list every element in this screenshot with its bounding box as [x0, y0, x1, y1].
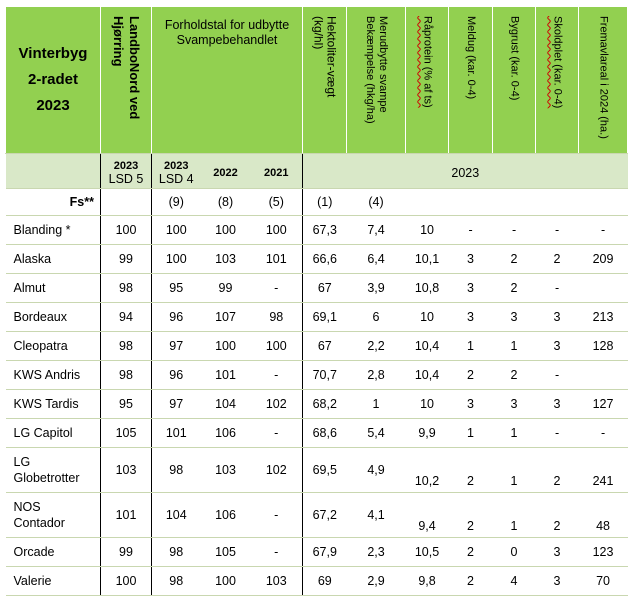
cell-col-11: 127	[579, 390, 628, 419]
subheader-lsd-1: LSD 5	[108, 172, 144, 186]
cell-col-7: 10	[406, 303, 449, 332]
subheader-year-3: 2022	[213, 167, 238, 179]
cell-col-5: 67	[303, 274, 347, 303]
cell-col-10: -	[536, 361, 579, 390]
cell-col-1: 101	[101, 493, 152, 538]
cell-col-8: 2	[449, 448, 493, 493]
cell-col-8: 3	[449, 245, 493, 274]
cell-col-11: 241	[579, 448, 628, 493]
header-fremavl-text: Fremavlareal i 2024 (ha.)	[597, 16, 610, 139]
header-raprotein	[406, 7, 449, 154]
cell-col-9: 1	[493, 332, 536, 361]
cell-col-9: 2	[493, 245, 536, 274]
cell-col-7: 10,4	[406, 361, 449, 390]
cell-col-11: 48	[579, 493, 628, 538]
fs-row	[6, 189, 628, 216]
cell-col-4: -	[251, 538, 303, 567]
cell-col-9: 0	[493, 538, 536, 567]
cell-col-3: 100	[201, 567, 251, 596]
cell-col-4: -	[251, 274, 303, 303]
header-hektoliter-text: Hektoliter-vægt (kg/hl)	[311, 16, 339, 98]
fs-cell-10	[536, 189, 579, 216]
cell-col-2: 97	[152, 332, 201, 361]
cell-col-2: 104	[152, 493, 201, 538]
cell-col-7: 10,2	[406, 448, 449, 493]
cell-col-10: -	[536, 216, 579, 245]
header-hektoliter	[303, 7, 347, 154]
fs-cell-7	[406, 189, 449, 216]
cell-col-7: 10,5	[406, 538, 449, 567]
cell-col-8: 2	[449, 567, 493, 596]
header-bygrust-text: Bygrust (kar. 0-4)	[508, 16, 521, 101]
header-skoldplet-text: Skoldplet (kar. 0-4)	[551, 16, 564, 109]
cell-col-5: 70,7	[303, 361, 347, 390]
cell-col-6: 7,4	[347, 216, 406, 245]
subheader-year-4: 2021	[264, 167, 289, 179]
subheader-2022	[201, 154, 251, 189]
cell-col-5: 69,5	[303, 448, 347, 493]
variety-name: Orcade	[6, 538, 101, 567]
cell-col-4: 98	[251, 303, 303, 332]
variety-name: Alaska	[6, 245, 101, 274]
cell-col-7: 10	[406, 216, 449, 245]
variety-name: KWS Andris	[6, 361, 101, 390]
cell-col-4: -	[251, 361, 303, 390]
header-landbonord	[101, 7, 152, 154]
cell-col-6: 2,2	[347, 332, 406, 361]
cell-col-7: 9,9	[406, 419, 449, 448]
cell-col-8: -	[449, 216, 493, 245]
table-row	[6, 390, 628, 419]
fs-label: Fs**	[6, 189, 101, 216]
cell-col-1: 103	[101, 448, 152, 493]
cell-col-6: 2,9	[347, 567, 406, 596]
cell-col-4: 101	[251, 245, 303, 274]
cell-col-2: 98	[152, 567, 201, 596]
cell-col-5: 69	[303, 567, 347, 596]
fs-cell-8	[449, 189, 493, 216]
header-forholdstal	[152, 7, 303, 154]
variety-table	[5, 6, 628, 596]
cell-col-5: 67,3	[303, 216, 347, 245]
table-row	[6, 332, 628, 361]
fs-cell-5: (1)	[303, 189, 347, 216]
cell-col-1: 99	[101, 538, 152, 567]
cell-col-9: 2	[493, 274, 536, 303]
cell-col-3: 104	[201, 390, 251, 419]
cell-col-10: 2	[536, 245, 579, 274]
cell-col-1: 99	[101, 245, 152, 274]
cell-col-3: 99	[201, 274, 251, 303]
table-body	[6, 216, 628, 596]
header-landbonord-text: LandboNord ved Hjørring	[111, 16, 142, 120]
table-row	[6, 303, 628, 332]
cell-col-7: 9,8	[406, 567, 449, 596]
subheader-year-5: 2023	[451, 165, 480, 180]
cell-col-11: 123	[579, 538, 628, 567]
fs-cell-3: (8)	[201, 189, 251, 216]
fs-cell-11	[579, 189, 628, 216]
cell-col-6: 6,4	[347, 245, 406, 274]
cell-col-8: 3	[449, 390, 493, 419]
cell-col-10: 3	[536, 390, 579, 419]
cell-col-10: -	[536, 274, 579, 303]
cell-col-5: 69,1	[303, 303, 347, 332]
cell-col-9: 1	[493, 419, 536, 448]
header-bygrust	[493, 7, 536, 154]
cell-col-6: 1	[347, 390, 406, 419]
cell-col-10: 2	[536, 448, 579, 493]
cell-col-1: 105	[101, 419, 152, 448]
cell-col-8: 2	[449, 361, 493, 390]
cell-col-7: 10	[406, 390, 449, 419]
table-row	[6, 567, 628, 596]
cell-col-2: 96	[152, 361, 201, 390]
fs-cell-1	[101, 189, 152, 216]
cell-col-6: 2,8	[347, 361, 406, 390]
cell-col-10: 3	[536, 332, 579, 361]
cell-col-1: 100	[101, 567, 152, 596]
cell-col-9: 3	[493, 390, 536, 419]
table-row	[6, 216, 628, 245]
cell-col-5: 67,2	[303, 493, 347, 538]
cell-col-4: 100	[251, 216, 303, 245]
header-row	[6, 7, 628, 154]
table-row	[6, 419, 628, 448]
cell-col-9: -	[493, 216, 536, 245]
cell-col-10: -	[536, 419, 579, 448]
cell-col-4: 103	[251, 567, 303, 596]
cell-col-2: 100	[152, 216, 201, 245]
cell-col-2: 101	[152, 419, 201, 448]
title-line-3: 2023	[36, 97, 70, 114]
cell-col-9: 1	[493, 493, 536, 538]
cell-col-2: 100	[152, 245, 201, 274]
cell-col-3: 101	[201, 361, 251, 390]
subheader-2021	[251, 154, 303, 189]
cell-col-2: 96	[152, 303, 201, 332]
header-forholdstal-text: Forholdstal for udbytte Svampebehandlet	[164, 18, 290, 47]
variety-name: LG Globetrotter	[6, 448, 101, 493]
variety-name: Valerie	[6, 567, 101, 596]
cell-col-3: 100	[201, 332, 251, 361]
cell-col-11: 128	[579, 332, 628, 361]
table-row	[6, 448, 628, 493]
fs-cell-2: (9)	[152, 189, 201, 216]
cell-col-6: 4,9	[347, 448, 406, 493]
cell-col-3: 106	[201, 419, 251, 448]
cell-col-5: 66,6	[303, 245, 347, 274]
variety-name: KWS Tardis	[6, 390, 101, 419]
cell-col-1: 100	[101, 216, 152, 245]
cell-col-4: 102	[251, 390, 303, 419]
subheader-2023-lsd4	[152, 154, 201, 189]
variety-name: Blanding *	[6, 216, 101, 245]
header-merudbytte-text: Merudbytte svampe Bekæmpelse (hkg/ha)	[364, 16, 390, 124]
cell-col-3: 103	[201, 448, 251, 493]
header-fremavl	[579, 7, 628, 154]
cell-col-3: 107	[201, 303, 251, 332]
table-title	[6, 7, 101, 154]
cell-col-8: 2	[449, 538, 493, 567]
variety-name: LG Capitol	[6, 419, 101, 448]
cell-col-6: 6	[347, 303, 406, 332]
fs-cell-9	[493, 189, 536, 216]
cell-col-8: 1	[449, 419, 493, 448]
cell-col-8: 2	[449, 493, 493, 538]
subheader-year-2: 2023	[164, 160, 189, 172]
cell-col-5: 67	[303, 332, 347, 361]
title-line-2: 2-radet	[27, 71, 79, 88]
subheader-row	[6, 154, 628, 189]
variety-name: Bordeaux	[6, 303, 101, 332]
cell-col-6: 5,4	[347, 419, 406, 448]
header-raprotein-text: Råprotein (% af ts)	[421, 16, 434, 108]
cell-col-9: 3	[493, 303, 536, 332]
cell-col-9: 1	[493, 448, 536, 493]
cell-col-4: -	[251, 493, 303, 538]
variety-name: Almut	[6, 274, 101, 303]
fs-cell-4: (5)	[251, 189, 303, 216]
table-row	[6, 493, 628, 538]
table-row	[6, 245, 628, 274]
subheader-empty	[6, 154, 101, 189]
header-merudbytte	[347, 7, 406, 154]
table-row	[6, 538, 628, 567]
table-row	[6, 274, 628, 303]
cell-col-3: 100	[201, 216, 251, 245]
table-row	[6, 361, 628, 390]
subheader-2023-span	[303, 154, 628, 189]
cell-col-3: 103	[201, 245, 251, 274]
cell-col-1: 98	[101, 361, 152, 390]
cell-col-9: 4	[493, 567, 536, 596]
cell-col-11: -	[579, 419, 628, 448]
cell-col-9: 2	[493, 361, 536, 390]
cell-col-11	[579, 274, 628, 303]
subheader-2023-lsd5	[101, 154, 152, 189]
title-line-1: Vinterbyg	[18, 45, 88, 62]
cell-col-11	[579, 361, 628, 390]
variety-name: Cleopatra	[6, 332, 101, 361]
cell-col-5: 68,2	[303, 390, 347, 419]
cell-col-11: -	[579, 216, 628, 245]
cell-col-10: 3	[536, 303, 579, 332]
cell-col-6: 4,1	[347, 493, 406, 538]
cell-col-7: 10,1	[406, 245, 449, 274]
cell-col-1: 98	[101, 332, 152, 361]
cell-col-4: -	[251, 419, 303, 448]
cell-col-11: 209	[579, 245, 628, 274]
cell-col-2: 98	[152, 538, 201, 567]
header-skoldplet	[536, 7, 579, 154]
cell-col-10: 3	[536, 538, 579, 567]
cell-col-7: 9,4	[406, 493, 449, 538]
cell-col-8: 3	[449, 274, 493, 303]
cell-col-5: 67,9	[303, 538, 347, 567]
cell-col-3: 106	[201, 493, 251, 538]
cell-col-7: 10,8	[406, 274, 449, 303]
cell-col-1: 98	[101, 274, 152, 303]
cell-col-11: 70	[579, 567, 628, 596]
cell-col-3: 105	[201, 538, 251, 567]
cell-col-2: 98	[152, 448, 201, 493]
subheader-year-1: 2023	[113, 160, 139, 172]
cell-col-8: 3	[449, 303, 493, 332]
cell-col-6: 2,3	[347, 538, 406, 567]
header-meldug-text: Meldug (kar. 0-4)	[465, 16, 478, 100]
cell-col-2: 97	[152, 390, 201, 419]
cell-col-6: 3,9	[347, 274, 406, 303]
cell-col-7: 10,4	[406, 332, 449, 361]
subheader-lsd-2: LSD 4	[158, 172, 194, 186]
fs-cell-6: (4)	[347, 189, 406, 216]
cell-col-1: 94	[101, 303, 152, 332]
cell-col-10: 2	[536, 493, 579, 538]
cell-col-2: 95	[152, 274, 201, 303]
cell-col-4: 100	[251, 332, 303, 361]
cell-col-10: 3	[536, 567, 579, 596]
cell-col-4: 102	[251, 448, 303, 493]
variety-name: NOS Contador	[6, 493, 101, 538]
header-meldug	[449, 7, 493, 154]
cell-col-1: 95	[101, 390, 152, 419]
cell-col-5: 68,6	[303, 419, 347, 448]
cell-col-11: 213	[579, 303, 628, 332]
cell-col-8: 1	[449, 332, 493, 361]
